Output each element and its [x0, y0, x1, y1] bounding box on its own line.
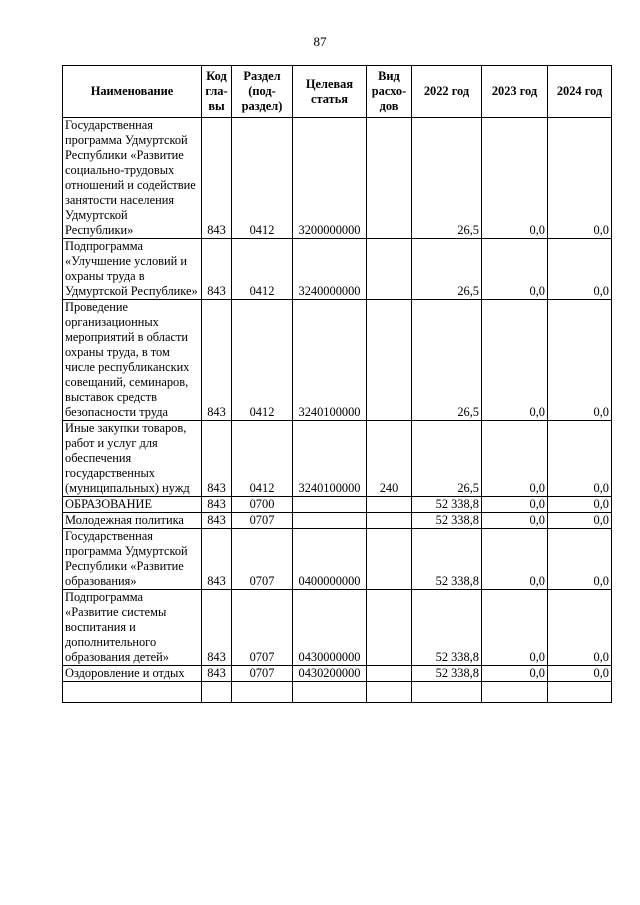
row-section: 0707	[232, 590, 293, 666]
table-row	[63, 300, 612, 421]
row-expense-type	[367, 529, 412, 590]
row-2023: 0,0	[482, 118, 548, 239]
row-2022: 26,5	[412, 421, 482, 497]
row-expense-type	[367, 300, 412, 421]
row-code: 843	[202, 513, 232, 529]
header-2022: 2022 год	[412, 66, 482, 118]
row-target: 3240000000	[293, 239, 367, 300]
row-target: 0430200000	[293, 666, 367, 682]
row-expense-type: 240	[367, 421, 412, 497]
blank-cell	[232, 682, 293, 703]
row-2022: 52 338,8	[412, 529, 482, 590]
row-name: Подпрограмма «Развитие системы воспитания и дополнительного образования детей»	[63, 590, 202, 666]
row-target	[293, 513, 367, 529]
budget-table	[62, 65, 612, 703]
header-2024: 2024 год	[548, 66, 612, 118]
row-name: Государственная программа Удмуртской Республики «Развитие образования»	[63, 529, 202, 590]
row-2023: 0,0	[482, 239, 548, 300]
row-2024: 0,0	[548, 421, 612, 497]
header-target: Целевая статья	[293, 66, 367, 118]
row-2023: 0,0	[482, 513, 548, 529]
row-2023: 0,0	[482, 300, 548, 421]
row-name: Оздоровление и отдых	[63, 666, 202, 682]
blank-cell	[293, 682, 367, 703]
header-code: Код гла-вы	[202, 66, 232, 118]
row-expense-type	[367, 513, 412, 529]
row-2023: 0,0	[482, 590, 548, 666]
row-expense-type	[367, 666, 412, 682]
row-2022: 52 338,8	[412, 666, 482, 682]
row-target: 0400000000	[293, 529, 367, 590]
row-2022: 26,5	[412, 118, 482, 239]
row-name: Иные закупки товаров, работ и услуг для обеспечения государственных (муниципальных) нужд	[63, 421, 202, 497]
row-target: 3200000000	[293, 118, 367, 239]
table-row	[63, 513, 612, 529]
row-code: 843	[202, 529, 232, 590]
blank-cell	[63, 682, 202, 703]
row-2024: 0,0	[548, 529, 612, 590]
header-2023: 2023 год	[482, 66, 548, 118]
row-2023: 0,0	[482, 421, 548, 497]
row-code: 843	[202, 497, 232, 513]
row-2023: 0,0	[482, 666, 548, 682]
header-name: Наименование	[63, 66, 202, 118]
row-section: 0707	[232, 529, 293, 590]
row-2022: 26,5	[412, 300, 482, 421]
row-expense-type	[367, 590, 412, 666]
row-code: 843	[202, 118, 232, 239]
row-2022: 52 338,8	[412, 497, 482, 513]
row-section: 0707	[232, 666, 293, 682]
row-expense-type	[367, 497, 412, 513]
table-row	[63, 529, 612, 590]
blank-cell	[482, 682, 548, 703]
header-expense-type: Вид расхо-дов	[367, 66, 412, 118]
row-section: 0412	[232, 118, 293, 239]
row-section: 0700	[232, 497, 293, 513]
row-code: 843	[202, 421, 232, 497]
row-target	[293, 497, 367, 513]
row-target: 0430000000	[293, 590, 367, 666]
row-name: Проведение организационных мероприятий в области охраны труда, в том числе республиканских совещаний, семинаров, выставок средств безопасности труда	[63, 300, 202, 421]
row-code: 843	[202, 300, 232, 421]
table-row	[63, 666, 612, 682]
table-row	[63, 421, 612, 497]
blank-cell	[367, 682, 412, 703]
row-name: ОБРАЗОВАНИЕ	[63, 497, 202, 513]
row-2024: 0,0	[548, 590, 612, 666]
row-name: Государственная программа Удмуртской Республики «Развитие социально-трудовых отношений и содействие занятости населения Удмуртской Республики»	[63, 118, 202, 239]
row-target: 3240100000	[293, 300, 367, 421]
row-2022: 52 338,8	[412, 513, 482, 529]
row-2023: 0,0	[482, 529, 548, 590]
row-2022: 52 338,8	[412, 590, 482, 666]
blank-cell	[202, 682, 232, 703]
row-section: 0412	[232, 300, 293, 421]
row-code: 843	[202, 590, 232, 666]
row-2024: 0,0	[548, 497, 612, 513]
row-2022: 26,5	[412, 239, 482, 300]
row-code: 843	[202, 239, 232, 300]
row-2024: 0,0	[548, 118, 612, 239]
row-2024: 0,0	[548, 513, 612, 529]
blank-cell	[412, 682, 482, 703]
row-expense-type	[367, 118, 412, 239]
row-2023: 0,0	[482, 497, 548, 513]
row-target: 3240100000	[293, 421, 367, 497]
table-row	[63, 239, 612, 300]
table-row	[63, 497, 612, 513]
row-2024: 0,0	[548, 300, 612, 421]
blank-cell	[548, 682, 612, 703]
row-2024: 0,0	[548, 666, 612, 682]
header-section: Раздел (под-раздел)	[232, 66, 293, 118]
table-header-row	[63, 66, 612, 118]
row-section: 0412	[232, 239, 293, 300]
row-2024: 0,0	[548, 239, 612, 300]
row-name: Молодежная политика	[63, 513, 202, 529]
table-row	[63, 118, 612, 239]
row-code: 843	[202, 666, 232, 682]
table-row-blank	[63, 682, 612, 703]
page-number: 87	[313, 34, 327, 49]
row-section: 0412	[232, 421, 293, 497]
table-row	[63, 590, 612, 666]
row-expense-type	[367, 239, 412, 300]
row-name: Подпрограмма «Улучшение условий и охраны труда в Удмуртской Республике»	[63, 239, 202, 300]
row-section: 0707	[232, 513, 293, 529]
